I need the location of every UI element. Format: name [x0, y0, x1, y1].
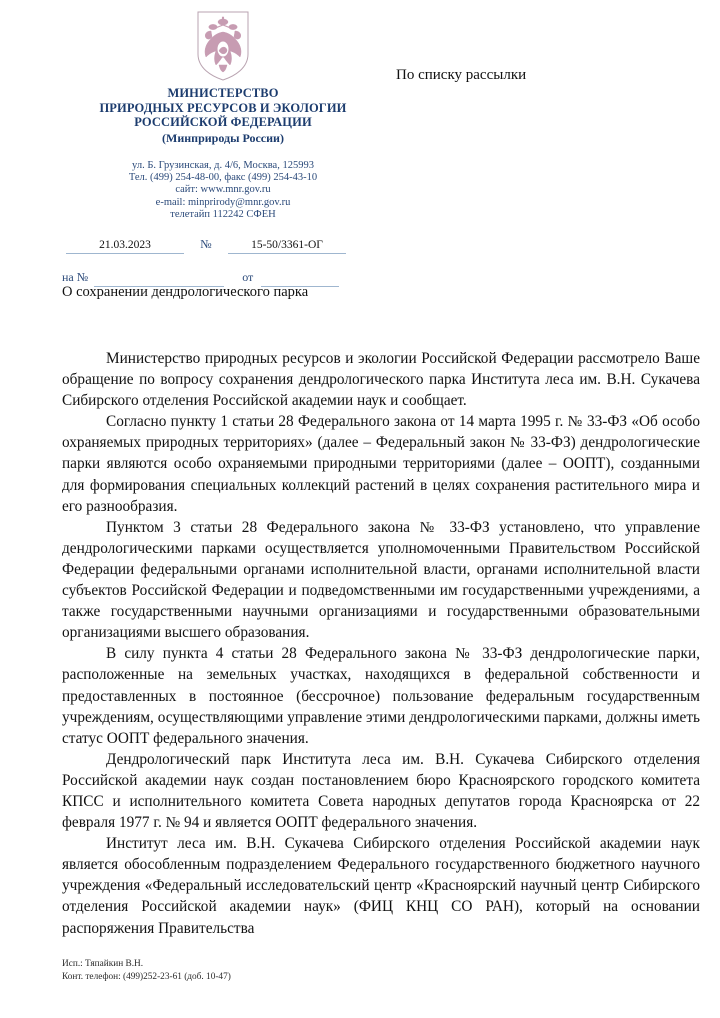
document-footer: [62, 958, 231, 983]
reference-row-outgoing: [62, 232, 392, 254]
contact-phone: Тел. (499) 254-48-00, факс (499) 254-43-10: [128, 171, 318, 183]
from-date-label: от: [242, 270, 254, 284]
ministry-short-name: (Минприроды России): [162, 130, 284, 145]
footer-contact-phone: Конт. телефон: (499)252-23-61 (доб. 10-47): [62, 971, 231, 982]
body-paragraph: Согласно пункту 1 статьи 28 Федерального закона от 14 марта 1995 г. № 33-ФЗ «Об особо охраняемых природных территориях» (далее – Федеральный закон № 33-ФЗ) дендрологические парки являются особо охраняемыми природными территориями (далее – ООПТ), созданными для формирования специальных коллекций растений в целях сохранения растительного мира и его разнообразия.: [62, 413, 700, 515]
number-label: №: [200, 237, 212, 251]
body-paragraph: Институт леса им. В.Н. Сукачева Сибирского отделения Российской академии наук является обособленным подразделением Федерального государственного бюджетного научного учреждения «Федеральный исследовательский центр «Красноярский научный центр Сибирского отделения Российской академии наук» (ФИЦ КНЦ СО РАН), который на основании распоряжения Правительства: [62, 835, 700, 937]
letterhead: [58, 10, 388, 222]
body-paragraph: В силу пункта 4 статьи 28 Федерального закона № 33-ФЗ дендрологические парки, расположенные на земельных участках, находящихся в федеральной собственности и предоставленных в постоянное (бессрочное) пользование федеральным государственным учреждениям, осуществляющими управление этими дендрологическими парками, должны иметь статус ООПТ федерального значения.: [62, 645, 700, 747]
footer-executor: Исп.: Тяпайкин В.Н.: [62, 959, 144, 969]
document-subject: О сохранении дендрологического парка: [62, 284, 309, 300]
contact-address: ул. Б. Грузинская, д. 4/6, Москва, 125993: [132, 159, 314, 171]
letterhead-contacts: [58, 160, 388, 222]
reference-block: [62, 232, 392, 287]
contact-teletype: телетайп 112242 СФЕН: [170, 209, 276, 221]
body-paragraph: Министерство природных ресурсов и экологии Российской Федерации рассмотрело Ваше обращение по вопросу сохранения дендрологического парка Института леса им. В.Н. Сукачева Сибирского отделения Российской академии наук и сообщает.: [62, 350, 700, 410]
document-date-field[interactable]: 21.03.2023: [66, 239, 184, 254]
body-paragraph: Пунктом 3 статьи 28 Федерального закона № 33-ФЗ установлено, что управление дендрологическими парками осуществляется уполномоченными Правительством Российской Федерации федеральными органами исполнительной власти, органами исполнительной власти субъектов Российской Федерации и подведомственными им государственными учреждениями, а также государственными научными организациями и государственными образовательными организациями высшего образования.: [62, 518, 700, 642]
reply-to-label: на №: [62, 270, 89, 284]
document-number-field[interactable]: 15-50/3361-ОГ: [228, 239, 346, 254]
addressee-text: По списку рассылки: [396, 67, 527, 83]
contact-website: сайт: www.mnr.gov.ru: [175, 184, 271, 196]
ministry-title-line-1: МИНИСТЕРСТВО: [167, 86, 279, 100]
contact-email: e-mail: minprirody@mnr.gov.ru: [155, 196, 291, 208]
document-body: [62, 348, 700, 939]
ministry-title: [58, 86, 388, 130]
addressee-block: [396, 66, 526, 85]
russian-coat-of-arms-icon: [195, 10, 251, 82]
ministry-title-line-3: РОССИЙСКОЙ ФЕДЕРАЦИИ: [134, 115, 312, 129]
body-paragraph: Дендрологический парк Института леса им. В.Н. Сукачева Сибирского отделения Российской академии наук создан постановлением бюро Красноярского городского комитета КПСС и исполнительного комитета Совета народных депутатов города Красноярска от 22 февраля 1977 г. № 94 и является ООПТ федерального значения.: [62, 750, 700, 832]
ministry-title-line-2: ПРИРОДНЫХ РЕСУРСОВ И ЭКОЛОГИИ: [99, 100, 347, 115]
